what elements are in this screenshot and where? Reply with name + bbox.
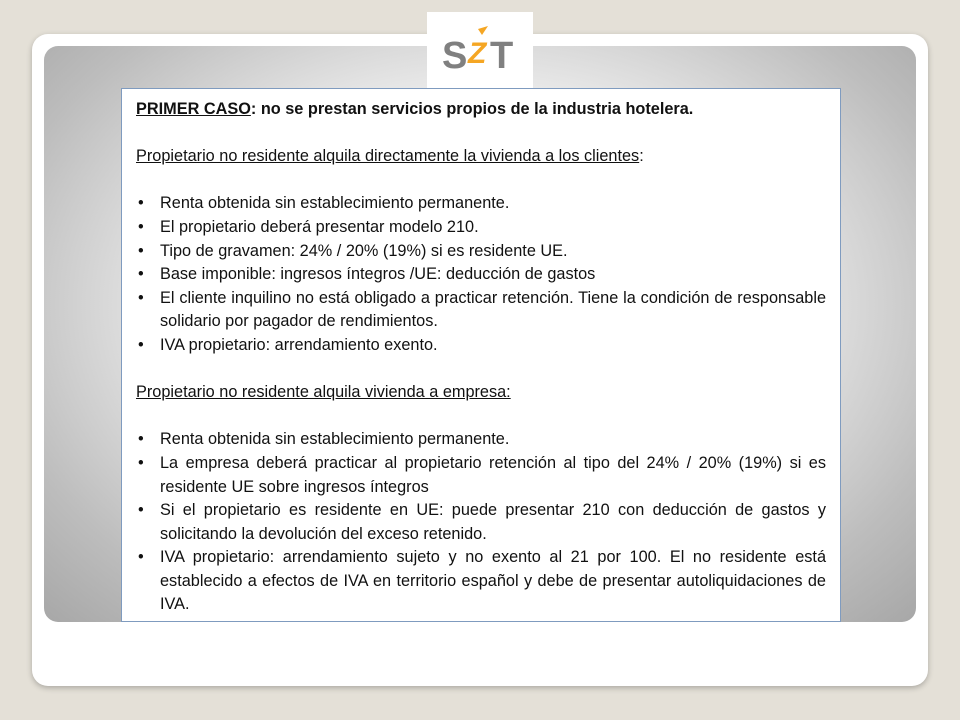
list-item: • Si el propietario es residente en UE: puede presentar 210 con deducción de gastos y solicitando la devolución del exceso retenido. (138, 501, 826, 543)
section2-heading-text: Propietario no residente alquila vivienda a empresa: (136, 383, 511, 402)
list-item: • Base imponible: ingresos íntegros /UE: deducción de gastos (136, 263, 826, 287)
bullet-icon: • (138, 548, 144, 567)
bullet-icon: • (138, 501, 144, 520)
list-item: • La empresa deberá practicar al propietario retención al tipo del 24% / 20% (19%) si es residente UE sobre ingresos íntegros (138, 453, 826, 496)
bullet-icon: • (138, 194, 144, 213)
list-item: • Renta obtenida sin establecimiento permanente. (136, 428, 826, 452)
szt-logo-icon (438, 25, 522, 77)
logo-letter-z: Z (468, 37, 487, 70)
section2-bullet-list (136, 428, 826, 617)
company-logo (427, 12, 533, 90)
list-item: • Tipo de gravamen: 24% / 20% (19%) si es residente UE. (136, 240, 826, 264)
case-title (136, 98, 826, 122)
bullet-icon: • (138, 288, 144, 307)
case-title-label: PRIMER CASO (136, 100, 251, 118)
logo-letter-t: T (490, 35, 514, 77)
list-item: • El cliente inquilino no está obligado a practicar retención. Tiene la condición de responsable solidario por pagador de rendimientos. (138, 288, 826, 331)
logo-letter-s: S (442, 35, 468, 77)
bullet-icon: • (138, 453, 144, 472)
case-title-text: : no se prestan servicios propios de la industria hotelera. (250, 100, 694, 118)
section1-bullet-list (136, 192, 826, 357)
bullet-icon: • (138, 265, 144, 284)
bullet-icon: • (138, 335, 144, 354)
list-item: • IVA propietario: arrendamiento sujeto y no exento al 21 por 100. El no residente está establecido a efectos de IVA en territorio español y debe de presentar autoliquidaciones de IVA. (138, 548, 826, 614)
list-item: • Renta obtenida sin establecimiento permanente. (136, 192, 826, 216)
content-box (121, 88, 841, 622)
bullet-icon: • (138, 430, 144, 449)
section2-heading (136, 381, 826, 405)
section1-heading-suffix: : (639, 147, 644, 166)
section1-heading-text: Propietario no residente alquila directamente la vivienda a los clientes (136, 147, 640, 166)
section1-heading (136, 145, 826, 169)
bullet-icon: • (138, 241, 144, 260)
list-item: • IVA propietario: arrendamiento exento. (136, 334, 826, 358)
bullet-icon: • (138, 217, 144, 236)
list-item: • El propietario deberá presentar modelo 210. (136, 216, 826, 240)
logo-spark-mark (478, 26, 488, 35)
